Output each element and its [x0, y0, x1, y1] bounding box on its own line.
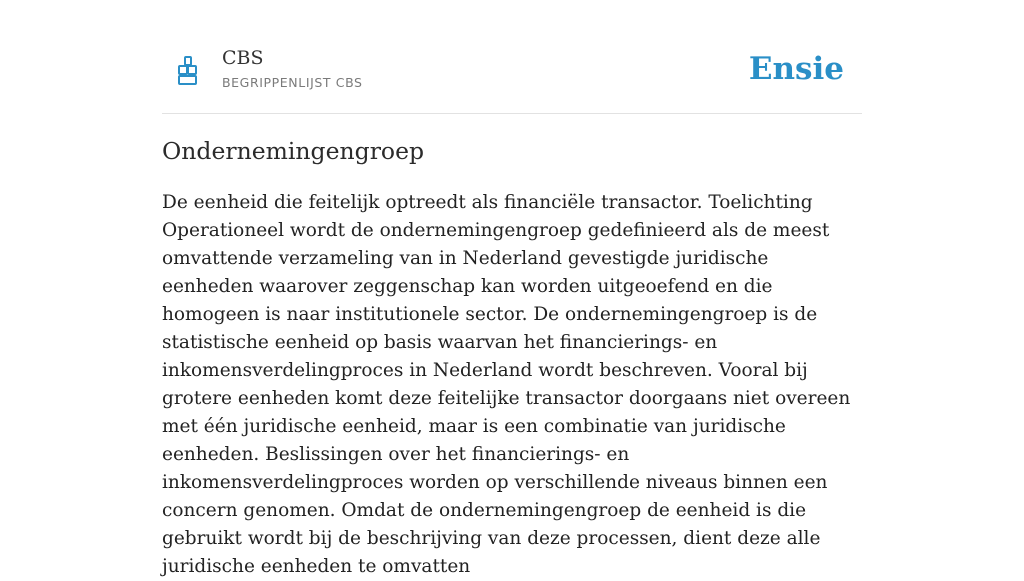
ensie-brand-link[interactable]: Ensie [748, 51, 844, 87]
header [162, 40, 862, 114]
org-subtitle: BEGRIPPENLIJST CBS [222, 75, 363, 90]
cbs-logo-icon[interactable] [176, 56, 198, 86]
entry-card [162, 0, 862, 577]
term-title: Ondernemingengroep [162, 137, 425, 165]
term-definition: De eenheid die feitelijk optreedt als financiële transactor. Toelichting Operationeel wordt de ondernemingengroep gedefinieerd als de meest omvattende verzameling van in Nederland gevestigde juridische eenheden waarover zeggenschap kan worden uitgeoefend en die homogeen is naar institutionele sector. De ondernemingengroep is de statistische eenheid op basis waarvan het financierings- en inkomensverdelingproces in Nederland wordt beschreven. Vooral bij grotere eenheden komt deze feitelijke transactor doorgaans niet overeen met één juridische eenheid, maar is een combinatie van juridische eenheden. Beslissingen over het financierings- en inkomensverdelingproces worden op verschillende niveaus binnen een concern genomen. Omdat de ondernemingengroep de eenheid is die gebruikt wordt bij de beschrijving van deze processen, dient deze alle juridische eenheden te omvatten [162, 192, 851, 577]
org-name: CBS [222, 47, 264, 69]
